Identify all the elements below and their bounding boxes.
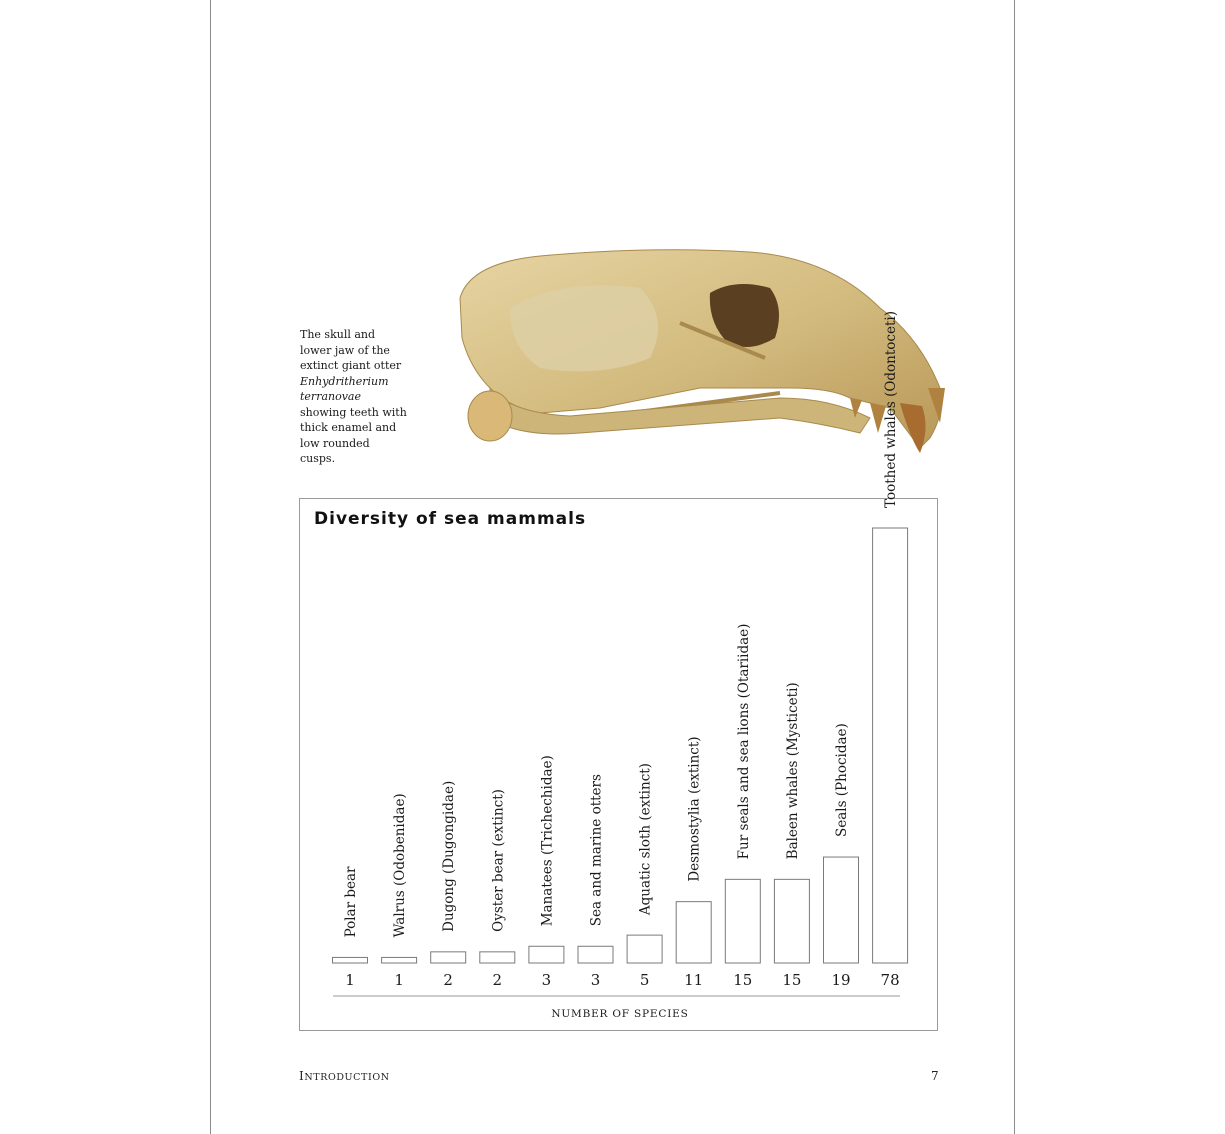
bar-10 bbox=[774, 879, 809, 963]
bar-2 bbox=[382, 957, 417, 963]
category-label-4: Oyster bear (extinct) bbox=[490, 789, 507, 932]
value-label-6: 3 bbox=[590, 971, 601, 989]
category-label-6: Sea and marine otters bbox=[588, 774, 605, 927]
value-label-10: 15 bbox=[782, 971, 802, 989]
value-label-4: 2 bbox=[492, 971, 503, 989]
value-label-12: 78 bbox=[880, 971, 900, 989]
caption-species: Enhydritherium terranovae bbox=[300, 374, 389, 403]
caption-suffix: showing teeth with thick enamel and low rounded cusps. bbox=[300, 405, 407, 465]
bar-4 bbox=[480, 952, 515, 963]
value-label-5: 3 bbox=[541, 971, 552, 989]
caption-prefix: The skull and lower jaw of the extinct giant otter bbox=[300, 328, 402, 372]
bar-8 bbox=[676, 902, 711, 963]
page-edge-right bbox=[1014, 0, 1015, 1134]
page-number: 7 bbox=[931, 1069, 939, 1083]
bar-7 bbox=[627, 935, 662, 963]
section-rest: NTRODUCTION bbox=[304, 1072, 390, 1083]
chart-title: Diversity of sea mammals bbox=[314, 509, 587, 529]
value-label-3: 2 bbox=[443, 971, 453, 989]
category-label-1: Polar bear bbox=[343, 866, 359, 938]
value-label-9: 15 bbox=[733, 971, 753, 989]
value-label-8: 11 bbox=[684, 971, 704, 989]
category-label-9: Fur seals and sea lions (Otariidae) bbox=[735, 623, 752, 860]
bar-11 bbox=[824, 857, 859, 963]
bar-1 bbox=[333, 957, 368, 963]
category-label-11: Seals (Phocidae) bbox=[834, 723, 850, 838]
category-label-7: Aquatic sloth (extinct) bbox=[637, 763, 654, 916]
category-label-5: Manatees (Trichechidae) bbox=[539, 755, 556, 927]
x-axis-label: NUMBER OF SPECIES bbox=[551, 1008, 689, 1020]
bar-6 bbox=[578, 946, 613, 963]
value-label-2: 1 bbox=[394, 971, 404, 989]
section-footer bbox=[299, 1069, 390, 1083]
page-edge-left bbox=[210, 0, 211, 1134]
category-label-12: Toothed whales (Odontoceti) bbox=[883, 311, 900, 508]
category-label-3: Dugong (Dugongidae) bbox=[441, 780, 458, 932]
section-first-letter: I bbox=[299, 1069, 305, 1083]
bar-12 bbox=[873, 528, 908, 963]
bar-9 bbox=[725, 879, 760, 963]
value-label-7: 5 bbox=[639, 971, 650, 989]
figure-caption bbox=[300, 327, 408, 467]
category-label-10: Baleen whales (Mysticeti) bbox=[784, 682, 801, 860]
otter-skull-photo bbox=[450, 238, 955, 463]
value-label-1: 1 bbox=[345, 971, 355, 989]
category-label-2: Walrus (Odobenidae) bbox=[392, 793, 409, 938]
bar-5 bbox=[529, 946, 564, 963]
bar-3 bbox=[431, 952, 466, 963]
category-label-8: Desmostylia (extinct) bbox=[686, 736, 703, 882]
value-label-11: 19 bbox=[831, 971, 851, 989]
